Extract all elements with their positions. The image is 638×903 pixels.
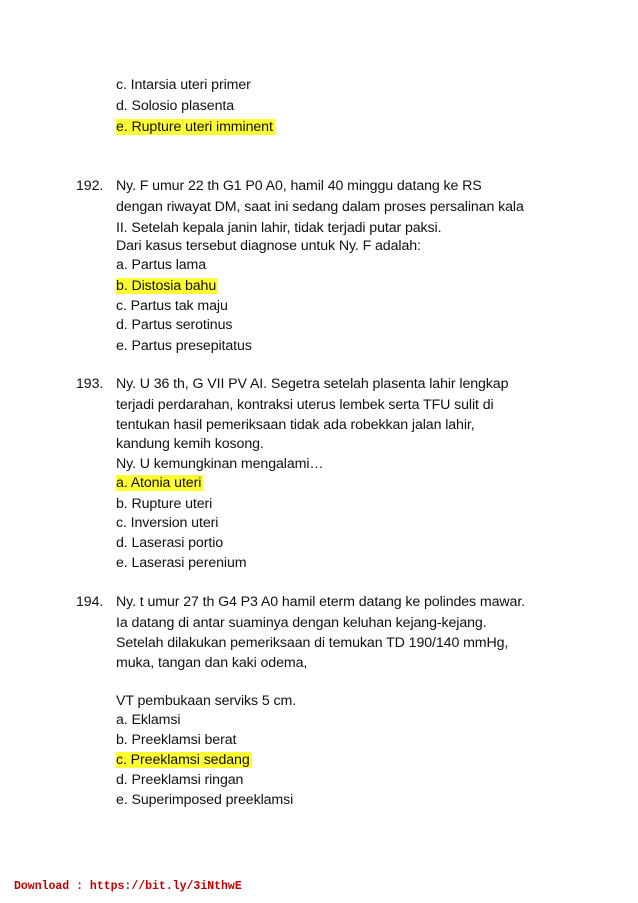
question-194-line-3: Setelah dilakukan pemeriksaan di temukan TD 190/140 mmHg,	[116, 635, 509, 651]
question-194-option-a: a. Eklamsi	[116, 712, 181, 728]
prev-option-d: d. Solosio plasenta	[116, 98, 234, 114]
answer-highlight: e. Rupture uteri imminent	[116, 119, 273, 135]
question-192-line-4: Dari kasus tersebut diagnose untuk Ny. F adalah:	[116, 238, 421, 254]
question-192-option-a: a. Partus lama	[116, 257, 207, 273]
question-192-line-1: Ny. F umur 22 th G1 P0 A0, hamil 40 minggu datang ke RS	[116, 178, 482, 194]
prev-option-c: c. Intarsia uteri primer	[116, 77, 251, 93]
question-194-line-1: Ny. t umur 27 th G4 P3 A0 hamil eterm datang ke polindes mawar.	[116, 594, 526, 610]
question-194-line-2: Ia datang di antar suaminya dengan keluhan kejang-kejang.	[116, 615, 487, 631]
question-192-line-3: II. Setelah kepala janin lahir, tidak terjadi putar paksi.	[116, 220, 442, 236]
download-link[interactable]: Download : https://bit.ly/3iNthwE	[14, 880, 242, 893]
question-194-line-4: muka, tangan dan kaki odema,	[116, 655, 308, 671]
question-192-option-c: c. Partus tak maju	[116, 298, 228, 314]
question-193-line-1: Ny. U 36 th, G VII PV AI. Segetra setelah plasenta lahir lengkap	[116, 376, 509, 392]
answer-highlight: a. Atonia uteri	[116, 475, 202, 491]
question-193-option-c: c. Inversion uteri	[116, 515, 219, 531]
question-193-line-2: terjadi perdarahan, kontraksi uterus lembek serta TFU sulit di	[116, 397, 494, 413]
prev-option-e-answer	[116, 118, 275, 137]
question-number-193: 193.	[76, 376, 104, 392]
question-192-line-2: dengan riwayat DM, saat ini sedang dalam proses persalinan kala	[116, 199, 524, 215]
question-number-194: 194.	[76, 594, 104, 610]
question-192-option-d: d. Partus serotinus	[116, 317, 233, 333]
question-192-option-b-answer	[116, 277, 218, 296]
question-194-option-c-answer	[116, 751, 252, 770]
question-number-192: 192.	[76, 178, 104, 194]
question-194-option-d: d. Preeklamsi ringan	[116, 772, 244, 788]
question-193-option-e: e. Laserasi perenium	[116, 555, 247, 571]
answer-highlight: c. Preeklamsi sedang	[116, 752, 250, 768]
question-193-option-b: b. Rupture uteri	[116, 496, 213, 512]
question-194-line-6: VT pembukaan serviks 5 cm.	[116, 693, 297, 709]
question-194-option-e: e. Superimposed preeklamsi	[116, 792, 294, 808]
question-193-line-4: kandung kemih kosong.	[116, 436, 264, 452]
question-193-option-d: d. Laserasi portio	[116, 535, 224, 551]
question-194-option-b: b. Preeklamsi berat	[116, 732, 237, 748]
question-193-line-3: tentukan hasil pemeriksaan tidak ada robekkan jalan lahir,	[116, 417, 475, 433]
question-193-line-5: Ny. U kemungkinan mengalami…	[116, 456, 324, 472]
question-192-option-e: e. Partus presepitatus	[116, 338, 252, 354]
question-193-option-a-answer	[116, 474, 203, 493]
answer-highlight: b. Distosia bahu	[116, 278, 217, 294]
